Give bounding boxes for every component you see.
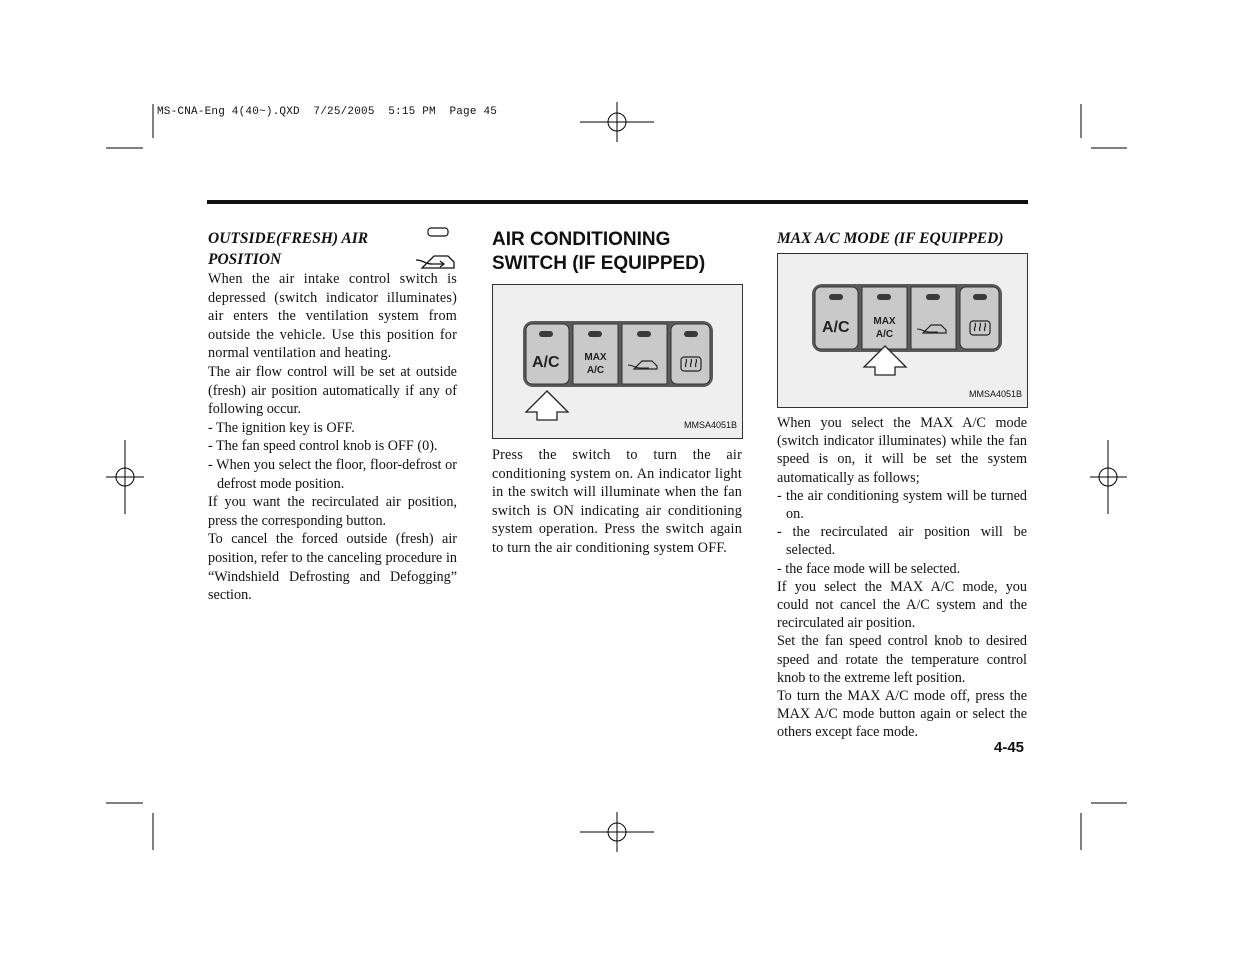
- max-ac-figure: [777, 253, 1028, 408]
- max-ac-button-label: MAX A/C: [873, 316, 896, 340]
- registration-mark-bottom: [580, 812, 654, 852]
- section-heading-max-ac: MAX A/C MODE (IF EQUIPPED): [777, 230, 1004, 247]
- section-heading-outside-air: OUTSIDE(FRESH) AIR POSITION: [208, 230, 369, 268]
- indicator-led: [973, 294, 987, 300]
- paragraph: The air flow control will be set at outside (fresh) air position automatically if any of following occur.: [208, 363, 457, 418]
- paragraph: To turn the MAX A/C mode off, press the MAX A/C mode button again or select the others except face mode.: [777, 688, 1027, 741]
- paragraph: If you want the recirculated air position, press the corresponding button.: [208, 494, 457, 529]
- section-heading-air-conditioning: AIR CONDITIONING SWITCH (IF EQUIPPED): [492, 229, 706, 274]
- figure-code: MMSA4051B: [683, 420, 737, 431]
- indicator-led: [637, 331, 651, 337]
- indicator-led: [539, 331, 553, 337]
- pointer-arrow: [526, 391, 568, 420]
- ac-switch-figure: [492, 284, 743, 439]
- page-number: 4-45: [994, 739, 1025, 756]
- list-item: - the air conditioning system will be turned on.: [777, 487, 1027, 523]
- indicator-led: [829, 294, 843, 300]
- paragraph: To cancel the forced outside (fresh) air position, refer to the canceling procedure in “Windshield Defrosting and Defogging” section.: [208, 531, 457, 604]
- list-item: - When you select the floor, floor-defrost or defrost mode position.: [208, 456, 457, 492]
- paragraph: If you select the MAX A/C mode, you could not cancel the A/C system and the recirculated air position.: [777, 578, 1027, 632]
- fresh-air-intake-icon: [414, 226, 460, 274]
- paragraph: When the air intake control switch is depressed (switch indicator illuminates) air enters the ventilation system from outside the vehicle. Use this position for normal ventilation and heating.: [208, 271, 457, 362]
- paragraph: Press the switch to turn the air conditioning system on. An indicator light in the switch will illuminate when the fan switch is ON indicating air conditioning system operation. Press the switch again to turn the air conditioning system OFF.: [492, 447, 742, 556]
- max-ac-button-label: MAX A/C: [584, 352, 607, 376]
- registration-mark-left: [106, 440, 144, 514]
- indicator-led: [684, 331, 698, 337]
- paragraph: When you select the MAX A/C mode (switch indicator illuminates) while the fan speed is on, it will be set the system automatically as follows;: [777, 415, 1027, 486]
- ac-button-label: A/C: [822, 319, 850, 336]
- indicator-led: [877, 294, 891, 300]
- figure-code: MMSA4051B: [968, 389, 1022, 400]
- list-item: - The ignition key is OFF.: [208, 419, 355, 436]
- list-item: - the face mode will be selected.: [777, 560, 961, 577]
- paragraph: Set the fan speed control knob to desired speed and rotate the temperature control knob to the extreme left position.: [777, 633, 1027, 686]
- printer-slug: MS-CNA-Eng 4(40~).QXD 7/25/2005 5:15 PM Page 45: [157, 106, 498, 118]
- header-rule: [207, 200, 1028, 204]
- column-air-conditioning: [492, 228, 742, 558]
- column-outside-air: [208, 228, 457, 605]
- indicator-led: [588, 331, 602, 337]
- registration-mark-right: [1090, 440, 1127, 514]
- list-item: - the recirculated air position will be selected.: [777, 524, 1027, 559]
- registration-mark-top: [580, 102, 654, 142]
- ac-button-label: A/C: [532, 354, 560, 371]
- list-item: - The fan speed control knob is OFF (0).: [208, 438, 438, 455]
- column-max-ac: [777, 228, 1027, 742]
- indicator-led: [926, 294, 940, 300]
